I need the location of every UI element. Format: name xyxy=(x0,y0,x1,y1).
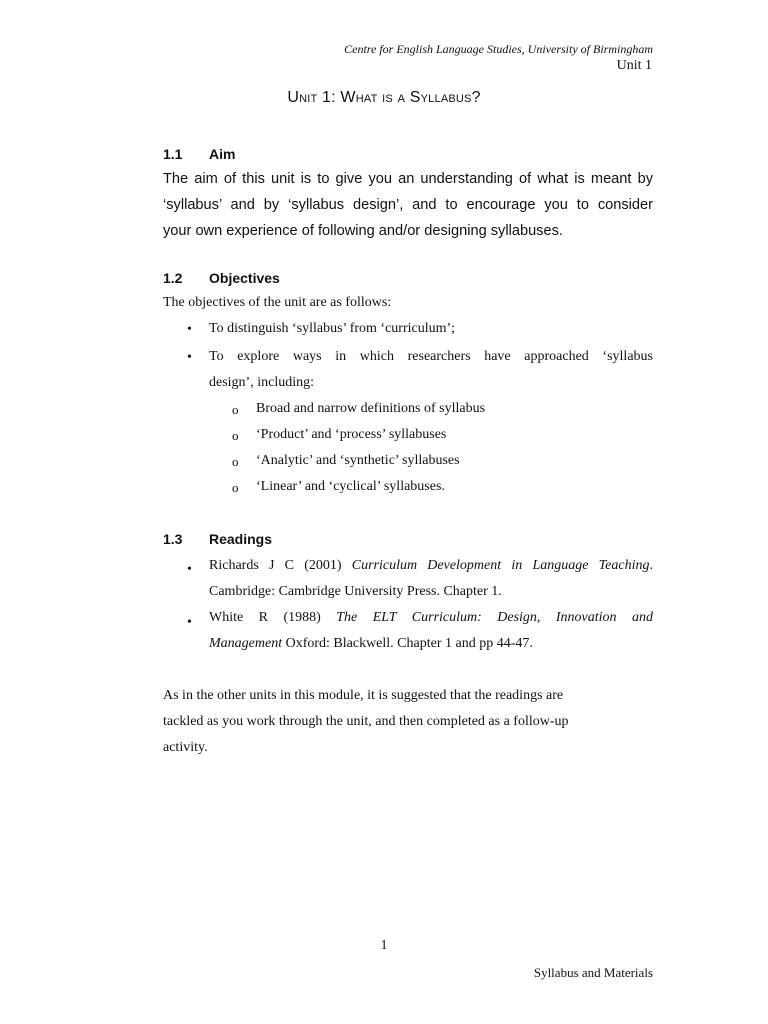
section-title: Aim xyxy=(209,146,236,162)
closing-line: As in the other units in this module, it is suggested that the readings are xyxy=(163,688,564,703)
section-number: 1.1 xyxy=(163,146,183,162)
closing-paragraph xyxy=(163,683,633,761)
bullet-icon: • xyxy=(187,615,192,630)
footer-text: Syllabus and Materials xyxy=(533,965,653,980)
objective-item: To distinguish ‘syllabus’ from ‘curriculum’; xyxy=(209,321,456,336)
bullet-icon: • xyxy=(187,562,192,577)
section-heading-aim xyxy=(163,146,235,162)
section-heading-readings xyxy=(163,531,272,547)
reading-title: Management xyxy=(209,636,283,651)
sub-item: ‘Product’ and ‘process’ syllabuses xyxy=(256,427,447,442)
aim-line: your own experience of following and/or designing syllabuses. xyxy=(163,223,563,239)
section-number: 1.2 xyxy=(163,270,183,286)
section-title: Objectives xyxy=(209,270,280,286)
section-heading-objectives xyxy=(163,270,280,286)
reading-item xyxy=(209,605,653,657)
bullet-icon: • xyxy=(187,350,192,365)
aim-line: The aim of this unit is to give you an understanding of what is meant by xyxy=(163,171,653,187)
reading-title: The ELT Curriculum: Design, Innovation and xyxy=(336,610,653,625)
reading-publisher: Oxford: Blackwell. Chapter 1 and pp 44-47. xyxy=(282,636,533,651)
objectives-intro: The objectives of the unit are as follows: xyxy=(163,295,392,310)
objective-line: design’, including: xyxy=(209,375,314,390)
sub-bullet-icon: o xyxy=(232,402,239,417)
reading-author: Richards J C (2001) xyxy=(209,558,352,573)
header-institution: Centre for English Language Studies, University of Birmingham xyxy=(344,42,653,56)
page-number: 1 xyxy=(380,938,388,953)
reading-line xyxy=(209,553,653,579)
reading-line xyxy=(209,605,653,631)
reading-item xyxy=(209,553,653,605)
reading-title: Curriculum Development in Language Teaching xyxy=(351,558,650,573)
closing-line: activity. xyxy=(163,740,208,755)
sub-item: ‘Linear’ and ‘cyclical’ syllabuses. xyxy=(256,479,445,494)
sub-item: ‘Analytic’ and ‘synthetic’ syllabuses xyxy=(256,453,460,468)
sub-bullet-icon: o xyxy=(232,428,239,443)
sub-bullet-icon: o xyxy=(232,480,239,495)
reading-line: Cambridge: Cambridge University Press. Chapter 1. xyxy=(209,584,502,599)
header-unit: Unit 1 xyxy=(616,58,652,73)
sub-item: Broad and narrow definitions of syllabus xyxy=(256,401,486,416)
objective-line: To explore ways in which researchers have approached ‘syllabus xyxy=(209,349,653,364)
objective-item xyxy=(209,344,653,396)
reading-punct: . xyxy=(649,558,653,573)
sub-bullet-icon: o xyxy=(232,454,239,469)
reading-author: White R (1988) xyxy=(209,610,337,625)
aim-line: ‘syllabus’ and by ‘syllabus design’, and to encourage you to consider xyxy=(163,197,653,213)
section-title: Readings xyxy=(209,531,273,547)
page-title: Unit 1: What is a Syllabus? xyxy=(287,89,481,106)
section-number: 1.3 xyxy=(163,531,183,547)
bullet-icon: • xyxy=(187,322,192,337)
aim-paragraph xyxy=(163,166,653,244)
closing-line: tackled as you work through the unit, and then completed as a follow-up xyxy=(163,714,569,729)
reading-line xyxy=(209,636,533,651)
